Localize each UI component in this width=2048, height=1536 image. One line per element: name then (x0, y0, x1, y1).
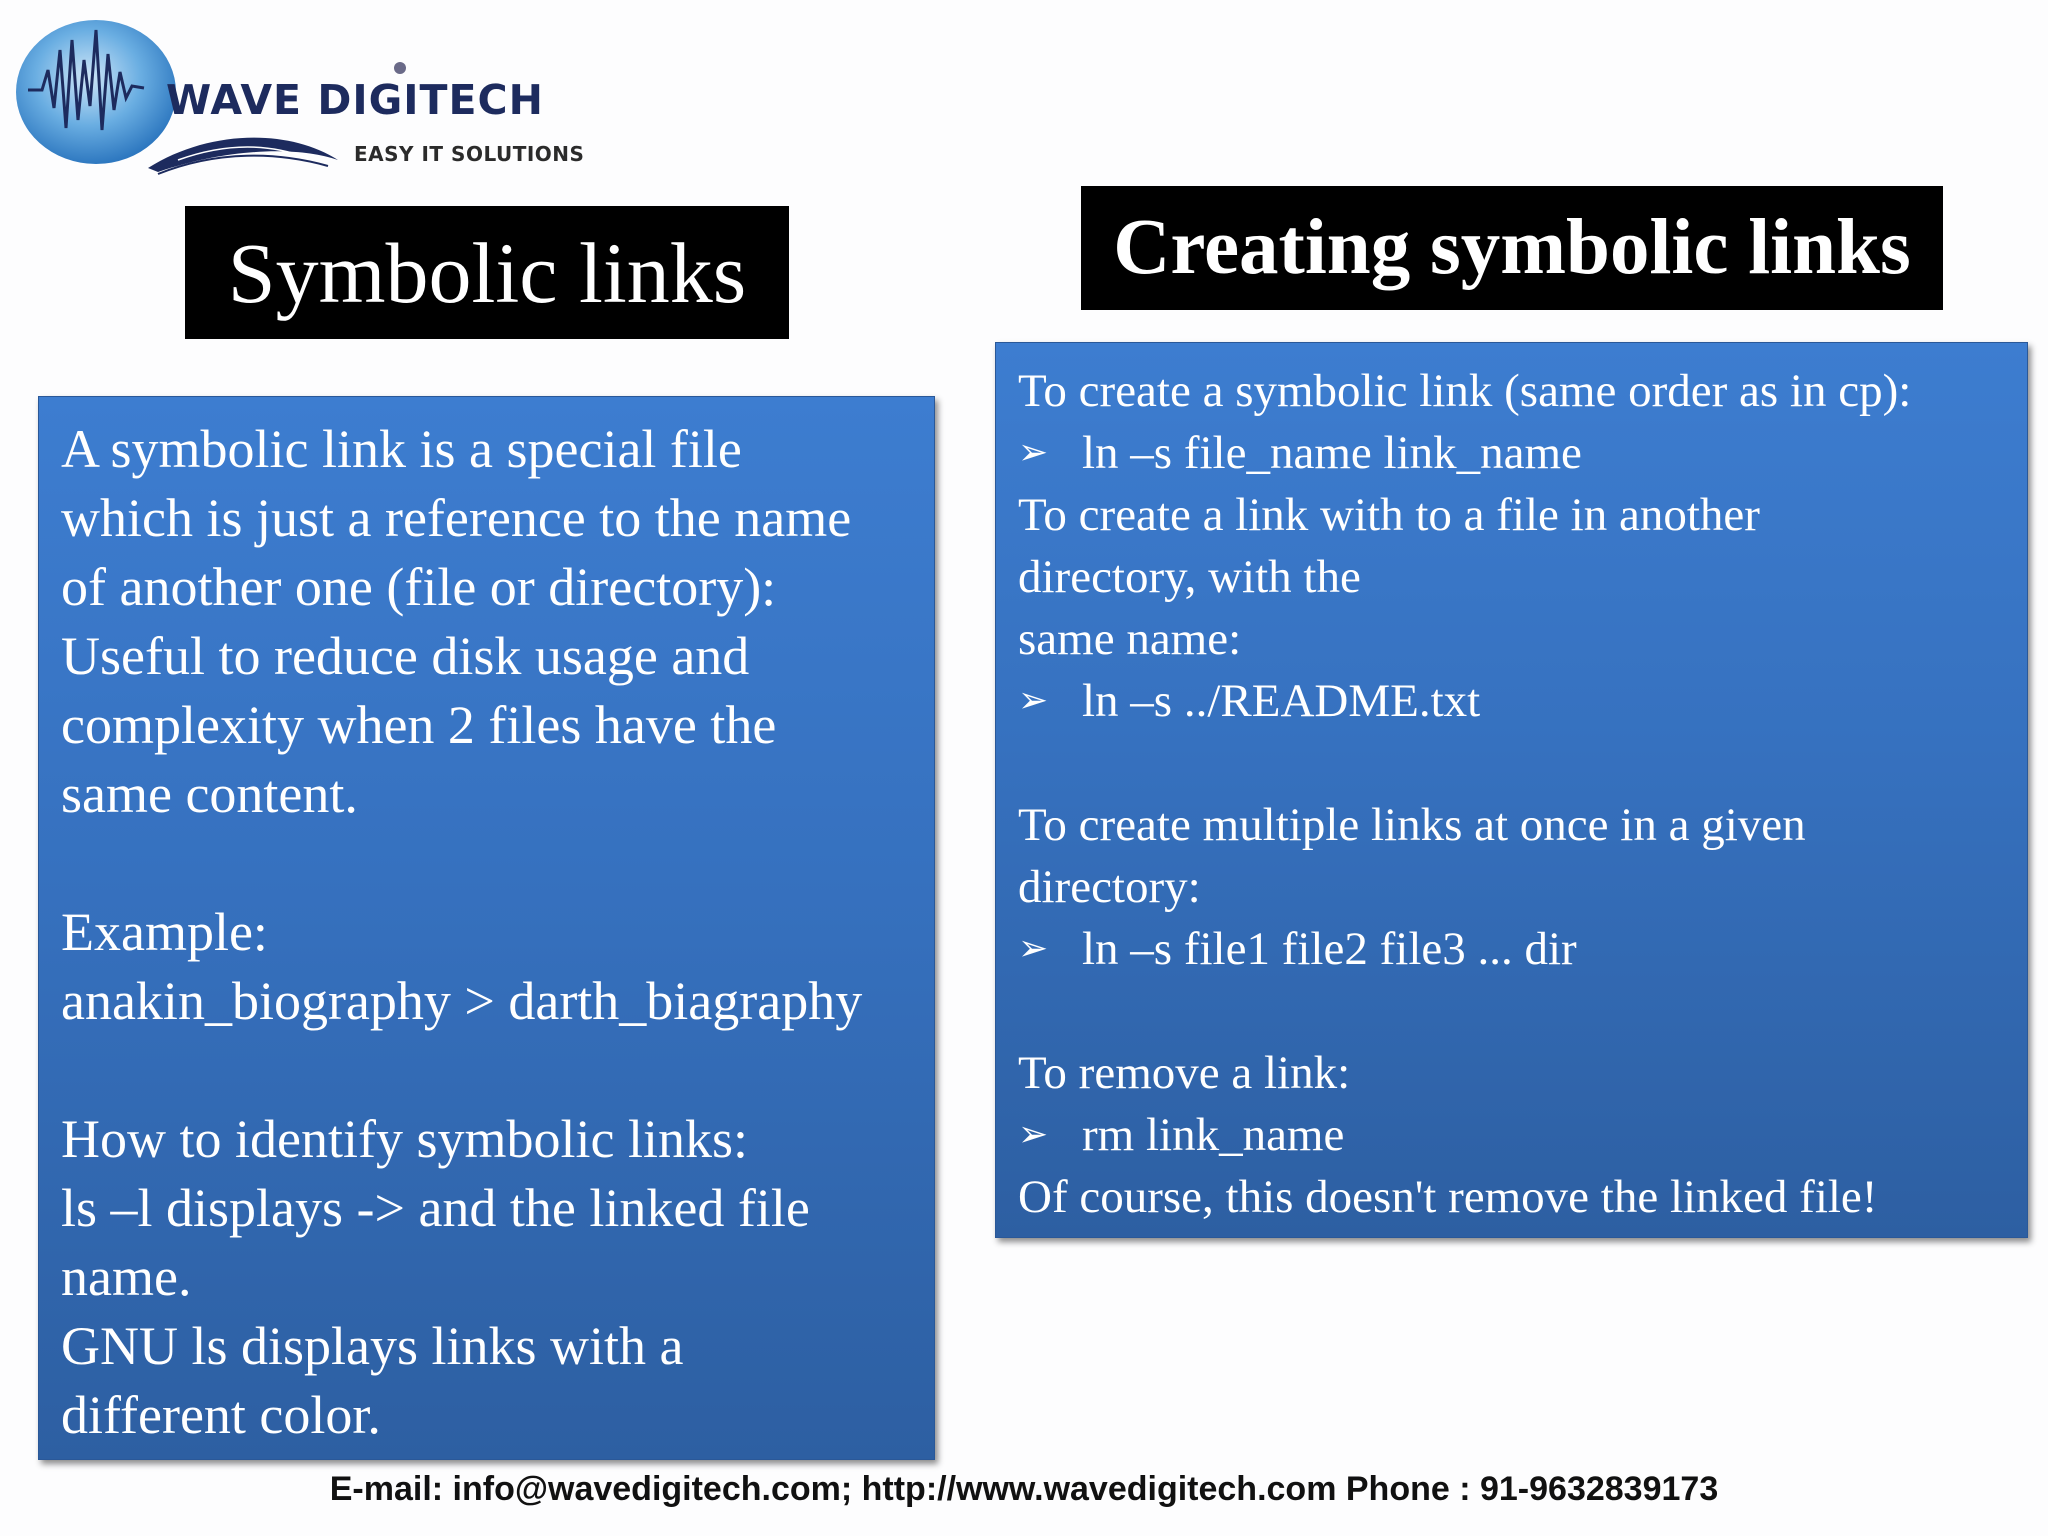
spacer (1018, 732, 2017, 794)
text-line: same content. (61, 764, 358, 824)
text-line: same name: (1018, 613, 1242, 665)
symbolic-links-panel (38, 396, 935, 1460)
text-line: GNU ls displays links with a (61, 1316, 684, 1376)
text-line: directory, with the (1018, 551, 1361, 603)
contact-footer: E-mail: info@wavedigitech.com; http://www.wavedigitech.com Phone : 91-9632839173 (329, 1470, 1719, 1508)
spacer (61, 829, 918, 898)
bullet-text: ln –s file1 file2 file3 ... dir (1082, 923, 1577, 975)
text-line: Example: (61, 902, 268, 962)
arrow-bullet-icon: ➢ (1018, 432, 1049, 473)
text-line: To create a link with to a file in another (1018, 489, 1760, 541)
text-line: ls –l displays -> and the linked file (61, 1178, 810, 1238)
text-line: directory: (1018, 861, 1201, 913)
spacer (1018, 980, 2017, 1042)
bullet-item (1018, 1104, 2017, 1166)
bullet-text: rm link_name (1082, 1109, 1345, 1161)
text-line: Of course, this doesn't remove the linked file! (1018, 1171, 1878, 1223)
left-title: Symbolic links (185, 206, 789, 339)
company-logo (8, 10, 608, 180)
text-line: A symbolic link is a special file (61, 419, 742, 479)
text-line: complexity when 2 files have the (61, 695, 777, 755)
text-line: How to identify symbolic links: (61, 1109, 748, 1169)
arrow-bullet-icon: ➢ (1018, 1114, 1049, 1155)
bullet-item (1018, 422, 2017, 484)
text-line: different color. (61, 1385, 381, 1445)
text-line: To remove a link: (1018, 1047, 1351, 1099)
text-line: To create multiple links at once in a given (1018, 799, 1806, 851)
text-line: anakin_biography > darth_biagraphy (61, 971, 863, 1031)
bullet-item (1018, 918, 2017, 980)
creating-links-panel (995, 342, 2028, 1238)
bullet-text: ln –s ../README.txt (1082, 675, 1481, 727)
right-title: Creating symbolic links (1081, 186, 1943, 310)
arrow-bullet-icon: ➢ (1018, 680, 1049, 721)
spacer (61, 1036, 918, 1105)
text-line: To create a symbolic link (same order as in cp): (1018, 365, 1912, 417)
logo-tagline: EASY IT SOLUTIONS (354, 142, 585, 166)
bullet-text: ln –s file_name link_name (1082, 427, 1582, 479)
bullet-item (1018, 670, 2017, 732)
text-line: name. (61, 1247, 192, 1307)
text-line: which is just a reference to the name (61, 488, 852, 548)
logo-name: WAVE DIGITECH (166, 76, 544, 124)
text-line: of another one (file or directory): (61, 557, 777, 617)
arrow-bullet-icon: ➢ (1018, 928, 1049, 969)
text-line: Useful to reduce disk usage and (61, 626, 750, 686)
